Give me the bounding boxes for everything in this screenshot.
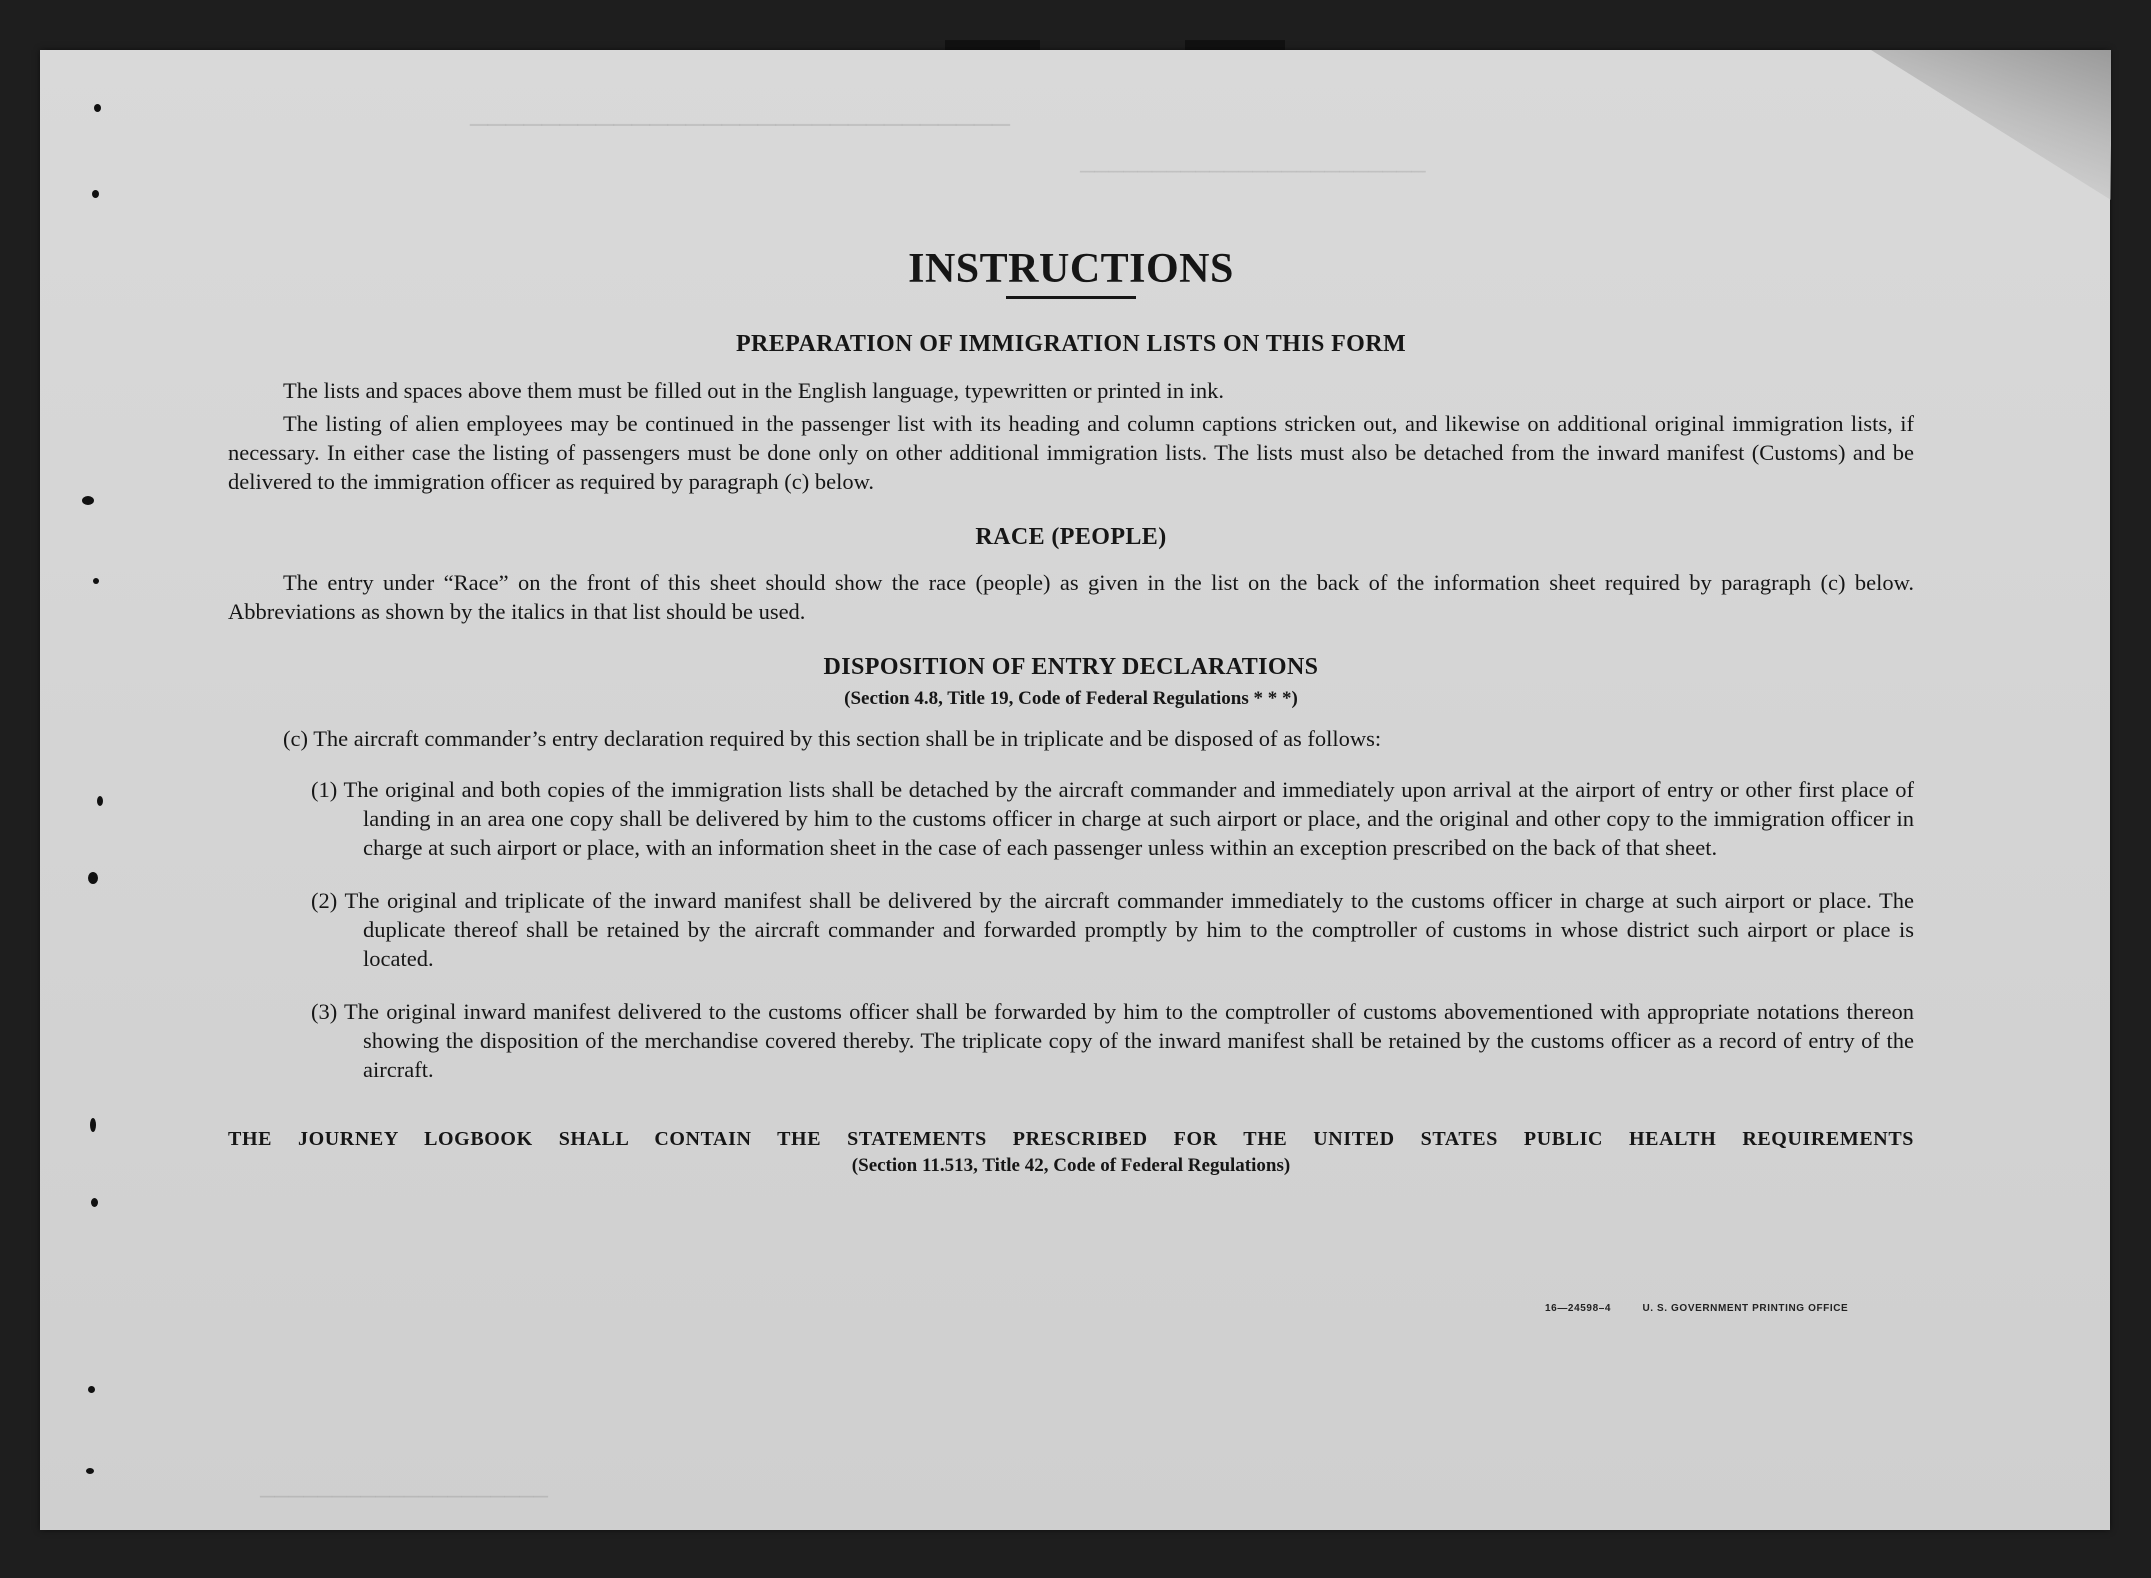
preparation-heading: PREPARATION OF IMMIGRATION LISTS ON THIS FORM (735, 331, 1407, 358)
printing-office: U. S. GOVERNMENT PRINTING OFFICE (1642, 1303, 1849, 1314)
disposition-item-1: (1) The original and both copies of the immigration lists shall be detached by the aircraft commander and immediately upon arrival at the airport of entry or other first place of landing in an area one copy shall be delivered by him to the customs officer in charge at such airport or place, and the original and other copy to the immigration officer in charge at such airport or place, with an information sheet in the case of each passenger unless within an exception prescribed on the back of that sheet. (311, 777, 1914, 861)
speck (90, 1118, 96, 1132)
speck (97, 796, 103, 806)
disposition-citation: (Section 4.8, Title 19, Code of Federal Regulations * * *) (844, 688, 1298, 710)
speck (86, 1468, 94, 1474)
speck (92, 190, 99, 198)
bleed-through: ────────────────────────────── (470, 110, 1011, 144)
paragraph-c: (c) The aircraft commander’s entry declaration required by this section shall be in triplicate and be disposed of as follows: (283, 726, 1382, 752)
disposition-item-2: (2) The original and triplicate of the inward manifest shall be delivered by the aircraft commander immediately to the customs officer in charge at such airport or place. The duplicate thereof shall be retained by the aircraft commander and forwarded promptly by him to the comptroller of customs in whose district such airport or place is located. (311, 888, 1914, 972)
form-code: 16—24598–4 (1545, 1303, 1612, 1314)
speck (82, 496, 94, 505)
health-requirements-citation: (Section 11.513, Title 42, Code of Federal Regulations) (851, 1155, 1291, 1177)
health-requirements-statement: THE JOURNEY LOGBOOK SHALL CONTAIN THE STATEMENTS PRESCRIBED FOR THE UNITED STATES PUBLIC HEALTH REQUIREMENTS (228, 1128, 1914, 1151)
bleed-through: ──────────────────── (260, 1485, 549, 1512)
title-underline (1006, 296, 1136, 299)
page-title: INSTRUCTIONS (908, 246, 1234, 292)
race-heading: RACE (PEOPLE) (975, 523, 1167, 550)
printer-imprint (1545, 1303, 1876, 1314)
speck (88, 1386, 95, 1393)
speck (88, 872, 98, 884)
bleed-through: ──────────────────────── (1080, 160, 1426, 187)
instructions-content (228, 246, 1914, 1177)
disposition-item-3: (3) The original inward manifest delivered to the customs officer shall be forwarded by him to the comptroller of customs abovementioned with appropriate notations thereon showing the disposition of the merchandise covered thereby. The triplicate copy of the inward manifest shall be retained by the customs officer as a record of entry of the aircraft. (311, 999, 1914, 1083)
speck (93, 578, 99, 584)
preparation-paragraph-2: The listing of alien employees may be continued in the passenger list with its heading and column captions stricken out, and likewise on additional original immigration lists, if necessary. In either case the listing of passengers must be done only on other additional immigration lists. The lists must also be detached from the inward manifest (Customs) and be delivered to the immigration officer as required by paragraph (c) below. (228, 410, 1914, 494)
speck (94, 104, 101, 112)
speck (91, 1198, 98, 1207)
preparation-paragraph-1: The lists and spaces above them must be filled out in the English language, typewritten or printed in ink. (283, 377, 1225, 403)
disposition-heading: DISPOSITION OF ENTRY DECLARATIONS (823, 653, 1319, 680)
race-paragraph: The entry under “Race” on the front of this sheet should show the race (people) as given in the list on the back of the information sheet required by paragraph (c) below. Abbreviations as shown by the italics in that list should be used. (228, 569, 1914, 624)
